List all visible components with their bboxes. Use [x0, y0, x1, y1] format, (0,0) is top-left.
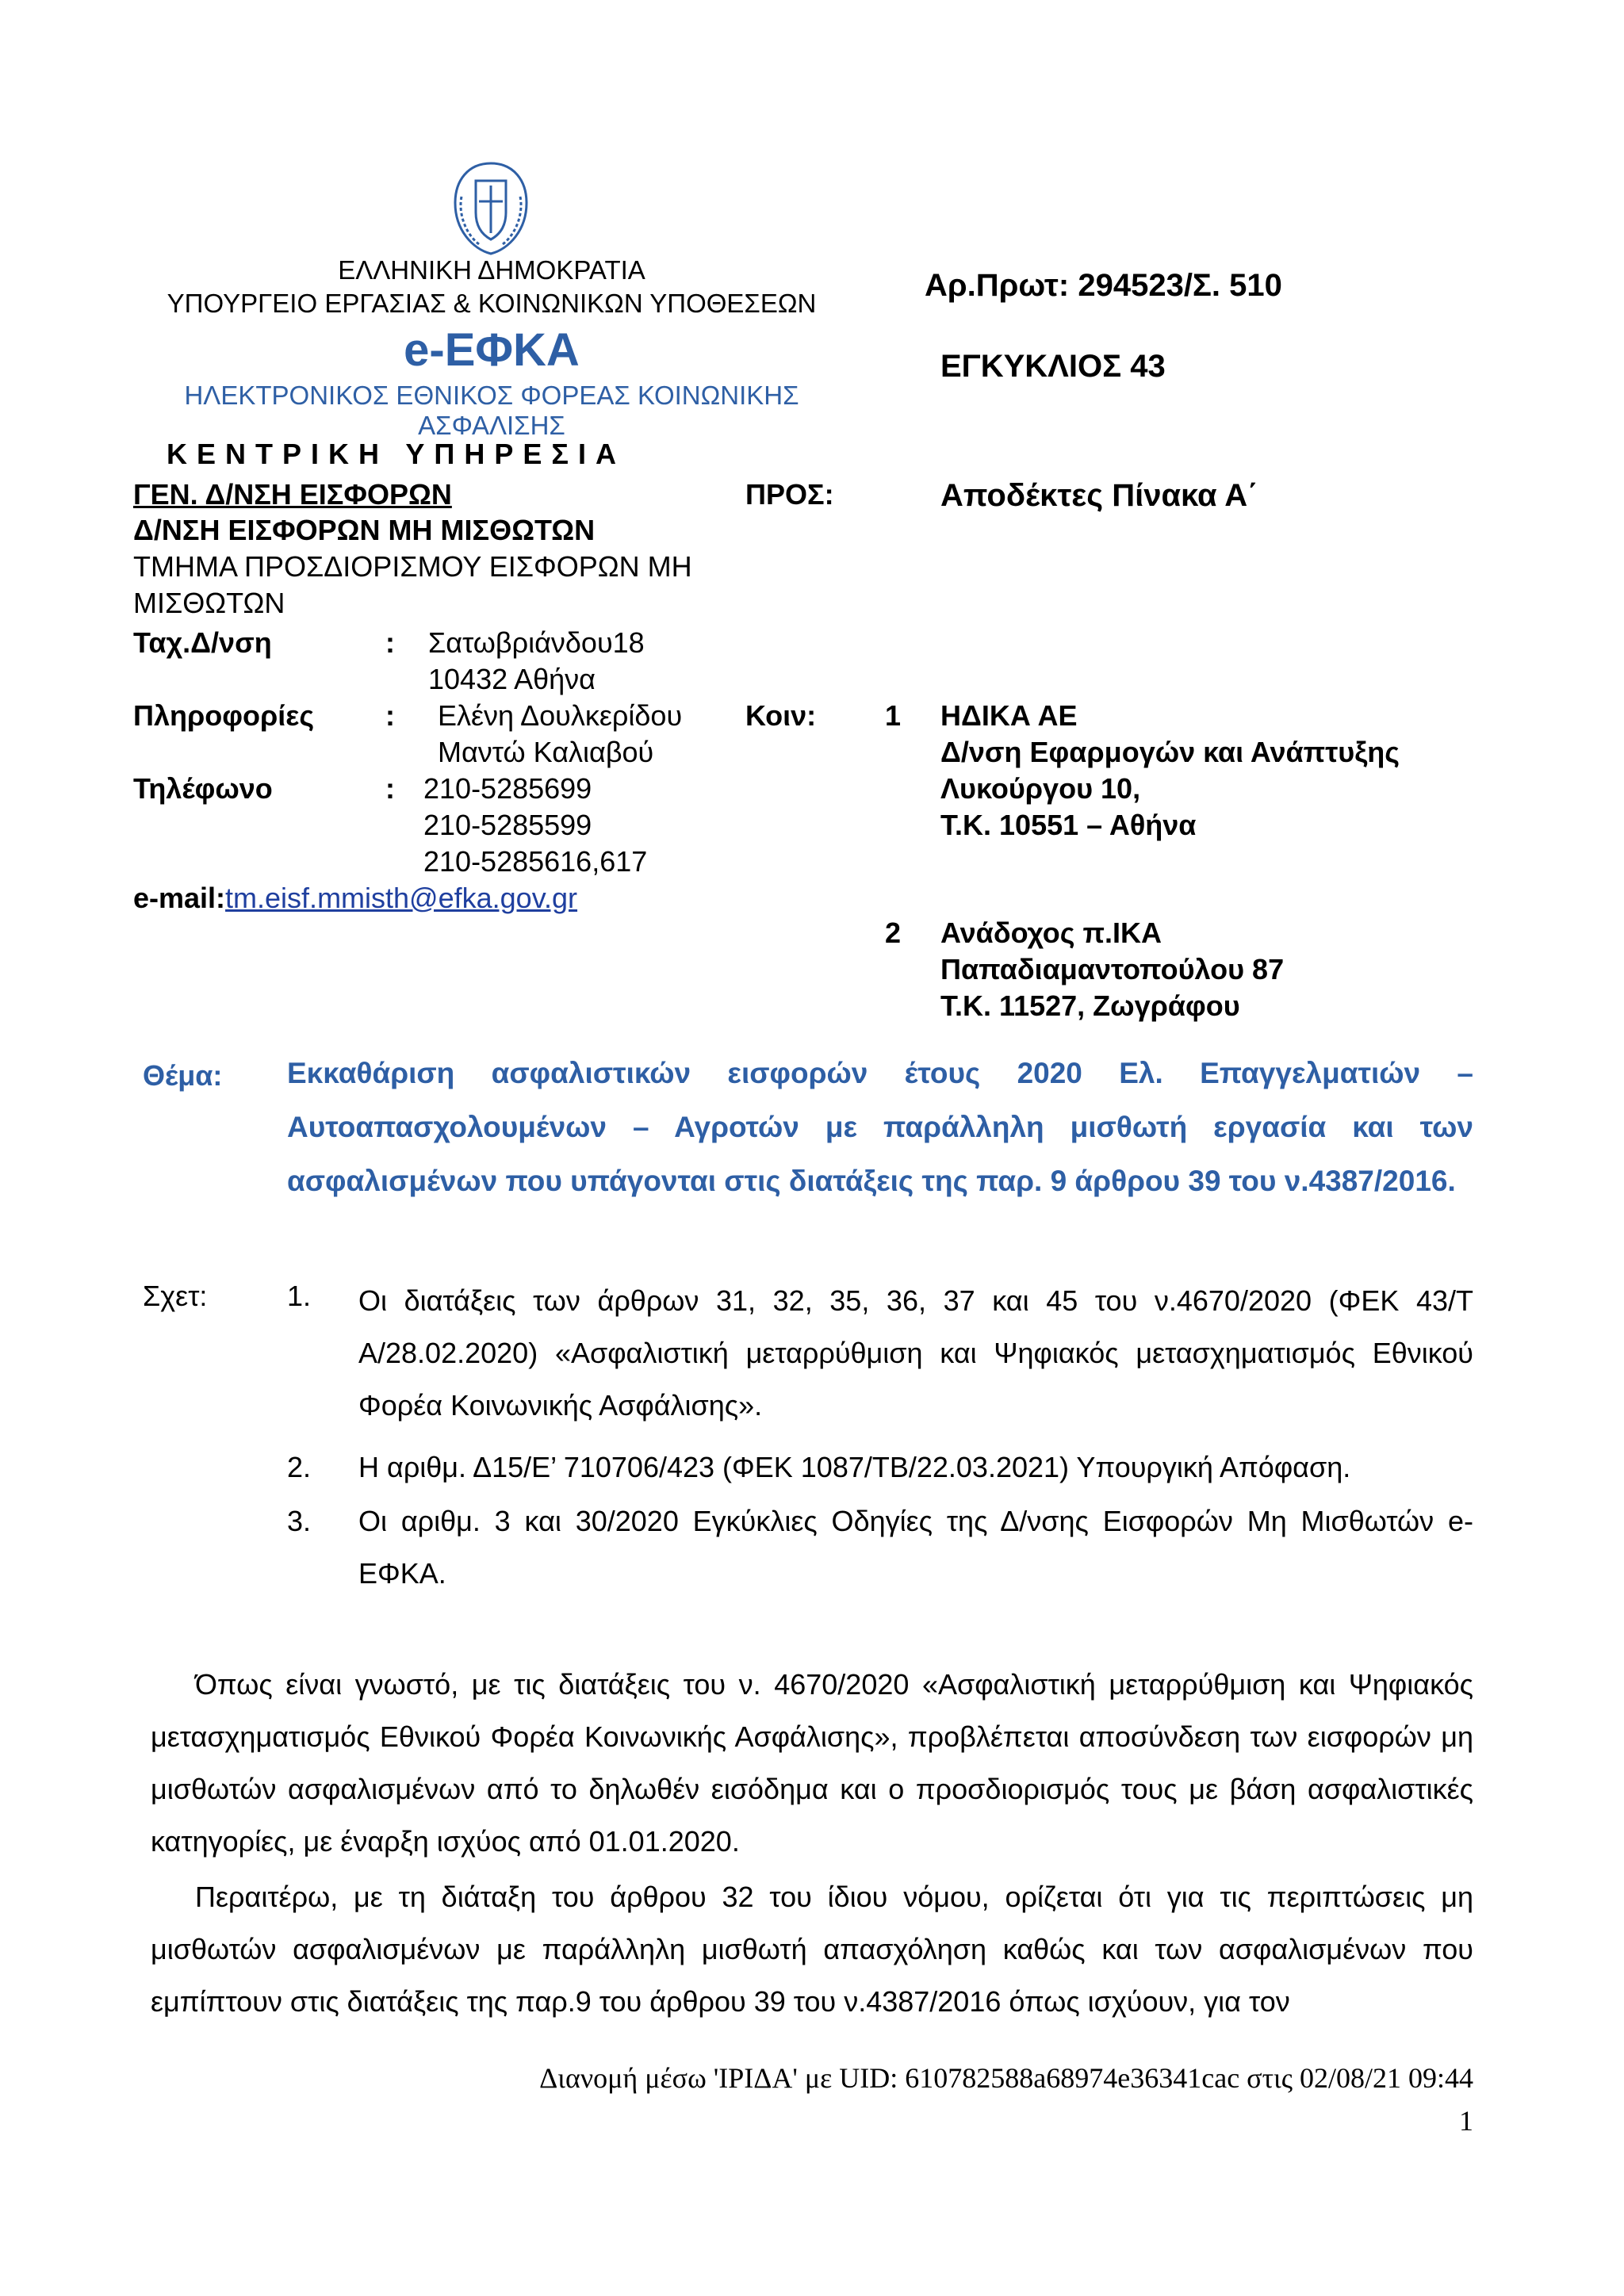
cc-1-line-3: Λυκούργου 10,	[940, 772, 1141, 805]
related-2-text: Η αριθμ. Δ15/Ε’ 710706/423 (ΦΕΚ 1087/ΤΒ/22.03.2021) Υπουργική Απόφαση.	[358, 1451, 1351, 1483]
email-row	[133, 882, 577, 915]
address-colon: :	[385, 626, 395, 659]
directorate: Δ/ΝΣΗ ΕΙΣΦΟΡΩΝ ΜΗ ΜΙΣΘΩΤΩΝ	[133, 514, 596, 546]
subject-label: Θέμα:	[143, 1059, 223, 1092]
cc-label: Κοιν:	[745, 699, 817, 732]
email-label: e-mail:	[133, 882, 226, 914]
phone-label: Τηλέφωνο	[133, 772, 273, 805]
body-paragraph-2: Περαιτέρω, με τη διάταξη του άρθρου 32 του ίδιου νόμου, ορίζεται ότι για τις περιπτώσεις μη μισθωτών ασφαλισμένων με παράλληλη μισθωτή απασχόληση καθώς και των ασφαλισμένων που εμπίπτουν στις διατάξεις της παρ.9 του άρθρου 39 του ν.4387/2016 όπως ισχύουν, για τον	[151, 1881, 1473, 2018]
phone-2: 210-5285599	[423, 809, 592, 841]
to-label: ΠΡΟΣ:	[745, 478, 834, 511]
info-line-2: Μαντώ Καλιαβού	[438, 736, 654, 768]
phone-colon: :	[385, 772, 395, 805]
cc-2-number: 2	[885, 916, 902, 949]
distribution-footer: Διανομή μέσω 'ΙΡΙΔΑ' με UID: 610782588a68974e36341cac στις 02/08/21 09:44	[539, 2062, 1473, 2094]
cc-2-line-1: Ανάδοχος π.ΙΚΑ	[940, 916, 1162, 949]
org-full-name: ΗΛΕΚΤΡΟΝΙΚΟΣ ΕΘΝΙΚΟΣ ΦΟΡΕΑΣ ΚΟΙΝΩΝΙΚΗΣ ΑΣΦΑΛΙΣΗΣ	[184, 381, 799, 440]
info-line-1: Ελένη Δουλκερίδου	[438, 699, 683, 732]
address-line-1: Σατωβριάνδου18	[428, 626, 645, 659]
ministry-name: ΥΠΟΥΡΓΕΙΟ ΕΡΓΑΣΙΑΣ & ΚΟΙΝΩΝΙΚΩΝ ΥΠΟΘΕΣΕΩΝ	[167, 289, 817, 318]
phone-1: 210-5285699	[423, 772, 592, 805]
address-line-2: 10432 Αθήνα	[428, 663, 596, 695]
circular-number: ΕΓΚΥΚΛΙΟΣ 43	[940, 349, 1166, 384]
info-label: Πληροφορίες	[133, 699, 315, 732]
related-label: Σχετ:	[143, 1280, 208, 1312]
related-1-text: Οι διατάξεις των άρθρων 31, 32, 35, 36, 37 και 45 του ν.4670/2020 (ΦΕΚ 43/Τ Α/28.02.2020) «Ασφαλιστική μεταρρύθμιση και Ψηφιακός μετασχηματισμός Εθνικού Φορέα Κοινωνικής Ασφάλισης».	[358, 1284, 1473, 1422]
body-paragraph-1: Όπως είναι γνωστό, με τις διατάξεις του ν. 4670/2020 «Ασφαλιστική μεταρρύθμιση και Ψηφιακός μετασχηματισμός Εθνικού Φορέα Κοινωνικής Ασφάλισης», προβλέπεται αποσύνδεση των εισφορών μη μισθωτών ασφαλισμένων από το δηλωθέν εισόδημα και ο προσδιορισμός τους με βάση ασφαλιστικές κατηγορίες, με έναρξη ισχύος από 01.01.2020.	[151, 1668, 1473, 1858]
greek-coat-of-arms-icon	[444, 157, 538, 260]
protocol-number: Αρ.Πρωτ: 294523/Σ. 510	[925, 268, 1282, 303]
cc-1-line-2: Δ/νση Εφαρμογών και Ανάπτυξης	[940, 736, 1400, 768]
cc-1-line-4: Τ.Κ. 10551 – Αθήνα	[940, 809, 1197, 841]
central-service-heading: ΚΕΝΤΡΙΚΗ ΥΠΗΡΕΣΙΑ	[167, 438, 626, 470]
email-link[interactable]: tm.eisf.mmisth@efka.gov.gr	[225, 882, 578, 914]
to-recipients: Αποδέκτες Πίνακα Α΄	[940, 478, 1258, 513]
cc-1-line-1: ΗΔΙΚΑ ΑΕ	[940, 699, 1078, 732]
related-2-number: 2.	[287, 1451, 312, 1483]
country-name: ΕΛΛΗΝΙΚΗ ΔΗΜΟΚΡΑΤΙΑ	[338, 255, 645, 285]
address-label: Ταχ.Δ/νση	[133, 626, 272, 659]
cc-2-line-3: Τ.Κ. 11527, Ζωγράφου	[940, 989, 1240, 1022]
general-directorate: ΓΕΝ. Δ/ΝΣΗ ΕΙΣΦΟΡΩΝ	[133, 478, 452, 511]
cc-2-line-2: Παπαδιαμαντοπούλου 87	[940, 953, 1285, 985]
cc-1-number: 1	[885, 699, 902, 732]
related-3-text: Οι αριθμ. 3 και 30/2020 Εγκύκλιες Οδηγίες της Δ/νσης Εισφορών Μη Μισθωτών e-ΕΦΚΑ.	[358, 1505, 1473, 1590]
related-1-number: 1.	[287, 1280, 312, 1312]
department-line-2: ΜΙΣΘΩΤΩΝ	[133, 587, 285, 619]
info-colon: :	[385, 699, 395, 732]
department-line-1: ΤΜΗΜΑ ΠΡΟΣΔΙΟΡΙΣΜΟΥ ΕΙΣΦΟΡΩΝ ΜΗ	[133, 550, 692, 583]
phone-3: 210-5285616,617	[423, 845, 648, 878]
page-number: 1	[1459, 2105, 1473, 2137]
related-3-number: 3.	[287, 1505, 312, 1537]
subject-text: Εκκαθάριση ασφαλιστικών εισφορών έτους 2020 Ελ. Επαγγελματιών – Αυτοαπασχολουμένων – Αγροτών με παράλληλη μισθωτή εργασία και των ασφαλισμένων που υπάγονται στις διατάξεις της παρ. 9 άρθρου 39 του ν.4387/2016.	[287, 1057, 1473, 1197]
org-logo-text: e-ΕΦΚΑ	[404, 324, 580, 376]
